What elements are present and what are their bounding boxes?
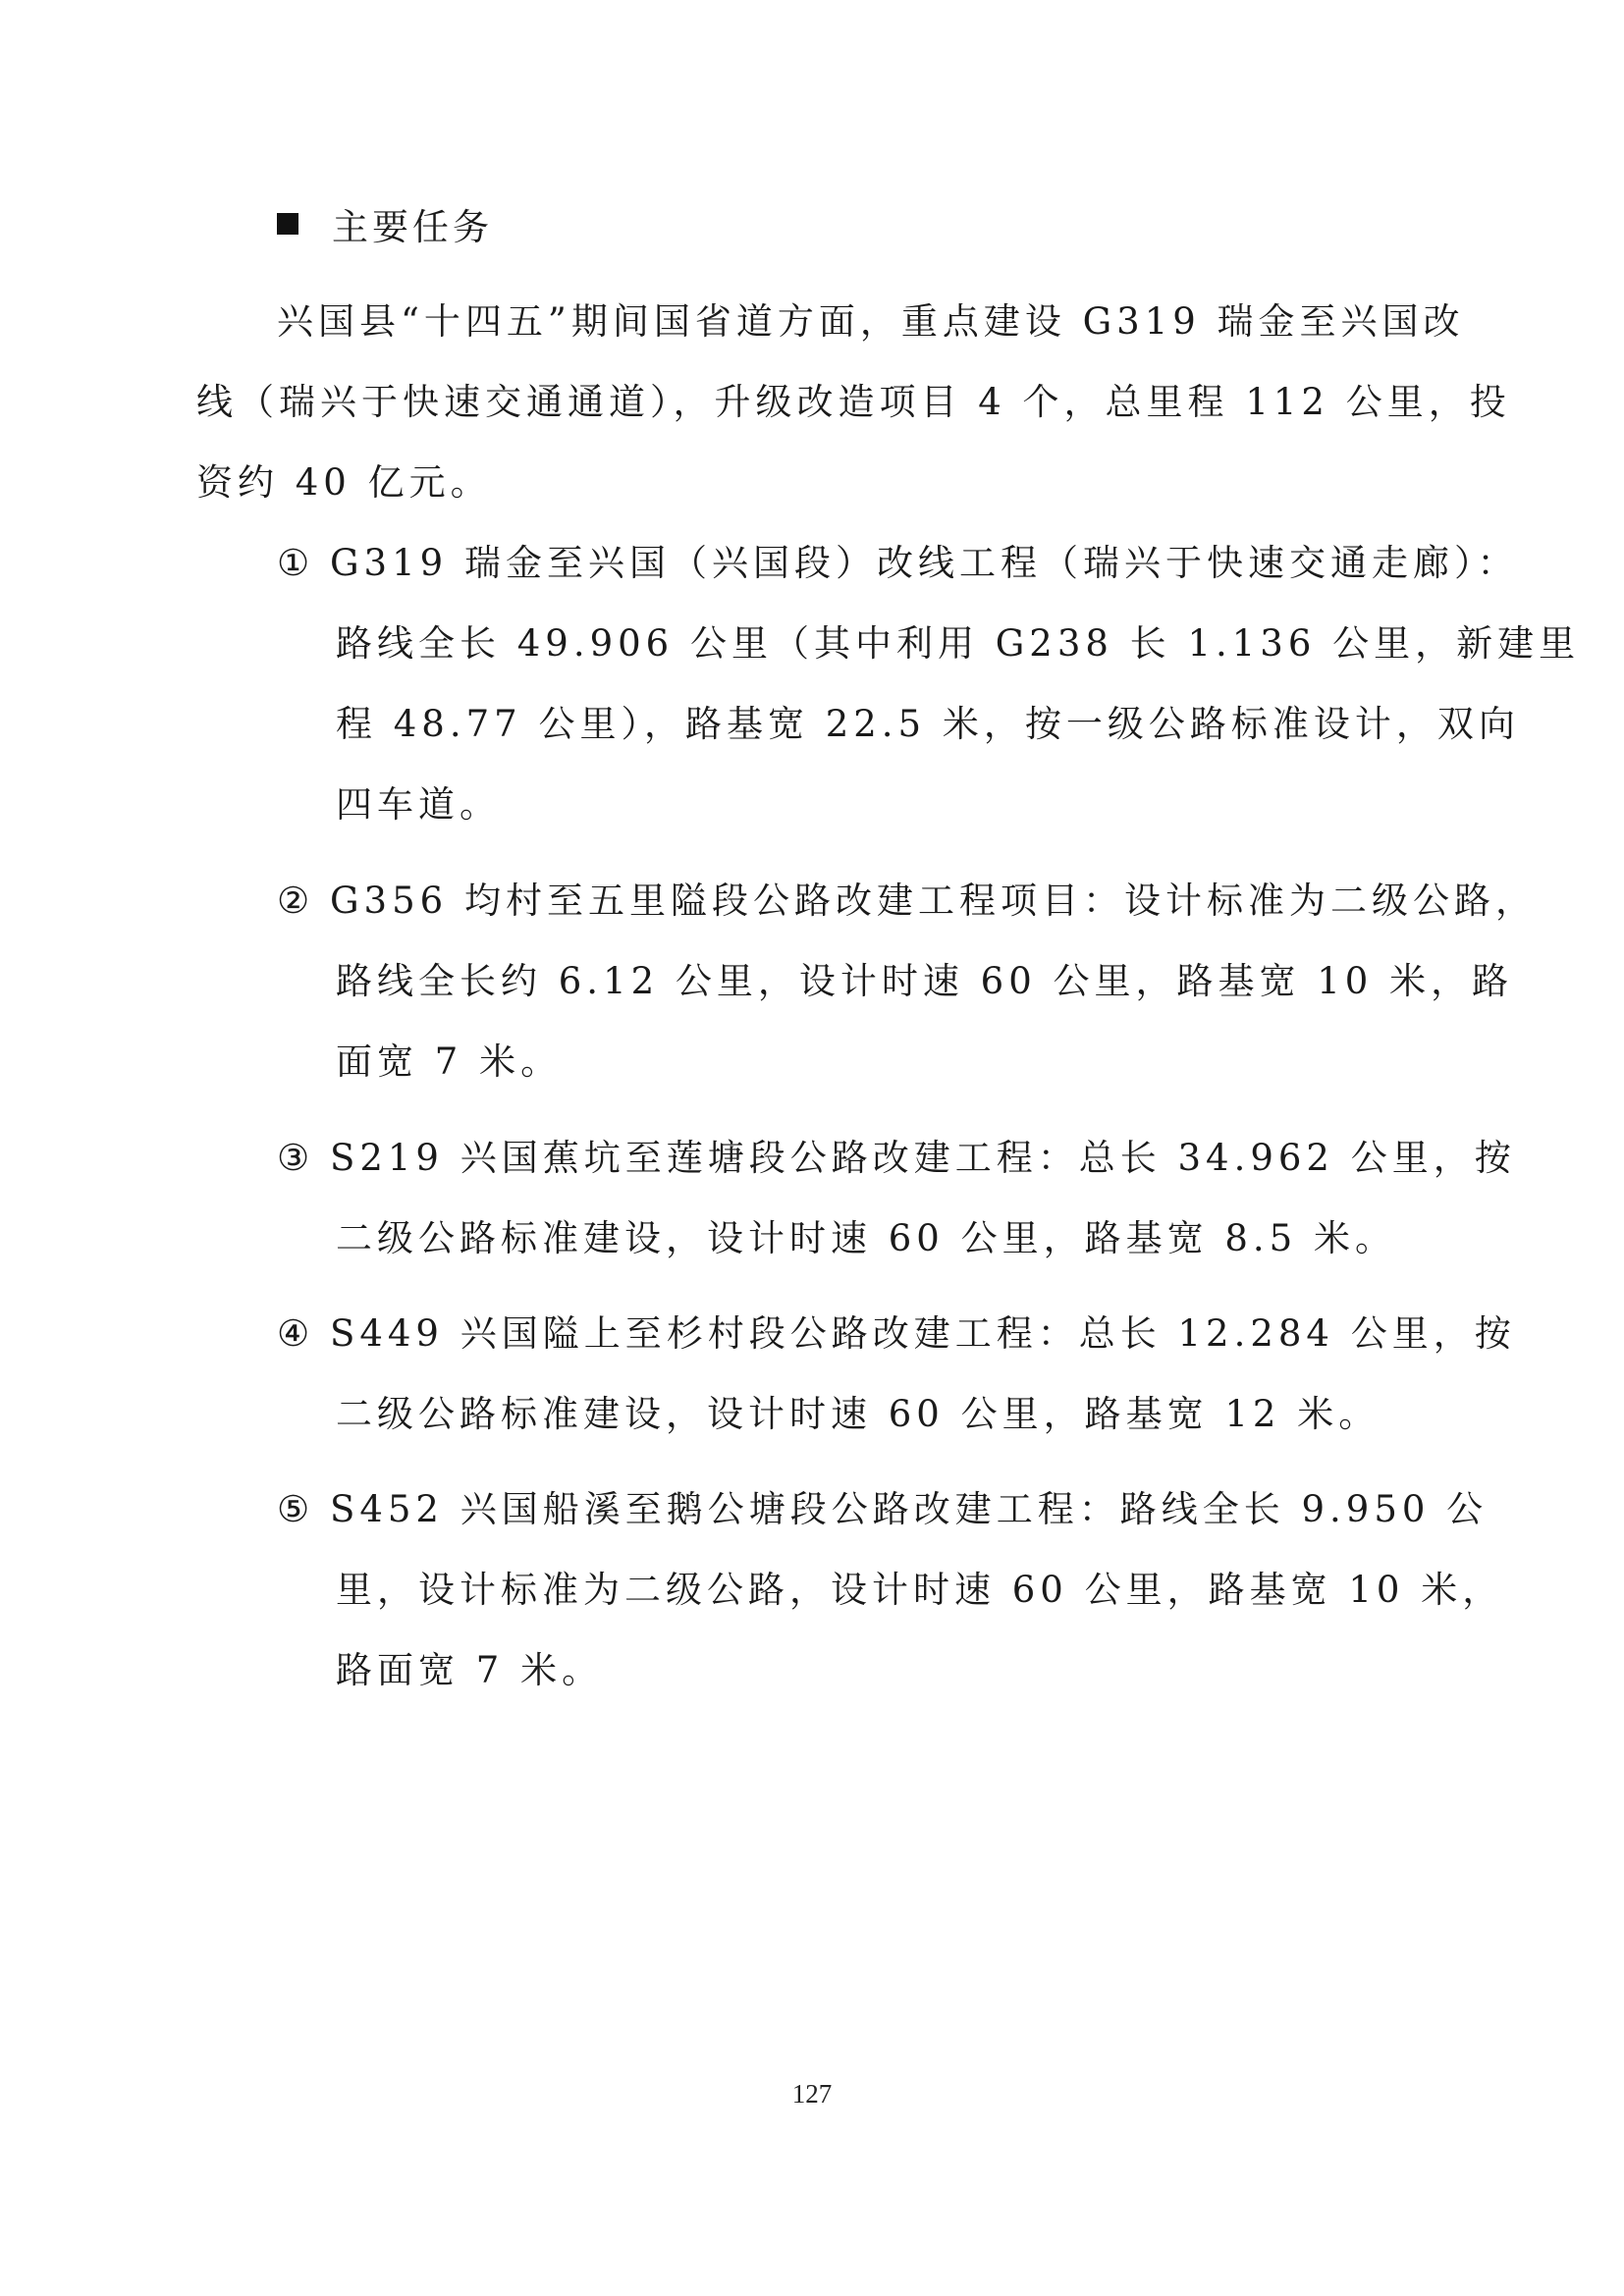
list-item-3 bbox=[277, 1118, 1516, 1279]
intro-paragraph bbox=[196, 282, 1511, 523]
item-line: 路线全长 49.906 公里（其中利用 G238 长 1.136 公里，新建里 bbox=[336, 622, 1581, 665]
section-heading bbox=[277, 194, 493, 253]
item-marker: ④ bbox=[277, 1312, 315, 1355]
item-line: S219 兴国蕉坑至莲塘段公路改建工程：总长 34.962 公里，按 bbox=[330, 1137, 1516, 1179]
list-item-5 bbox=[277, 1469, 1504, 1711]
item-line: G319 瑞金至兴国（兴国段）改线工程（瑞兴于快速交通走廊）： bbox=[330, 542, 1519, 584]
item-marker: ① bbox=[277, 542, 315, 584]
section-heading-text: 主要任务 bbox=[332, 206, 493, 248]
item-line: 程 48.77 公里），路基宽 22.5 米，按一级公路标准设计，双向 bbox=[336, 703, 1520, 745]
square-bullet-icon bbox=[277, 213, 298, 235]
intro-line: 资约 40 亿元。 bbox=[196, 461, 492, 504]
item-line: 路面宽 7 米。 bbox=[336, 1649, 604, 1691]
item-line: 面宽 7 米。 bbox=[336, 1041, 563, 1083]
list-item-2 bbox=[277, 861, 1537, 1102]
intro-line: 兴国县“十四五”期间国省道方面，重点建设 G319 瑞金至兴国改 bbox=[277, 300, 1465, 343]
item-marker: ⑤ bbox=[277, 1488, 315, 1530]
item-line: S449 兴国隘上至杉村段公路改建工程：总长 12.284 公里，按 bbox=[330, 1312, 1516, 1355]
item-line: S452 兴国船溪至鹅公塘段公路改建工程：路线全长 9.950 公 bbox=[330, 1488, 1489, 1530]
item-line: 二级公路标准建设，设计时速 60 公里，路基宽 8.5 米。 bbox=[336, 1217, 1396, 1259]
item-line: 四车道。 bbox=[336, 783, 501, 826]
item-line: 二级公路标准建设，设计时速 60 公里，路基宽 12 米。 bbox=[336, 1393, 1380, 1435]
list-item-4 bbox=[277, 1294, 1516, 1455]
item-line: 里，设计标准为二级公路，设计时速 60 公里，路基宽 10 米， bbox=[336, 1569, 1504, 1611]
item-line: 路线全长约 6.12 公里，设计时速 60 公里，路基宽 10 米，路 bbox=[336, 960, 1514, 1002]
intro-line: 线（瑞兴于快速交通通道），升级改造项目 4 个，总里程 112 公里，投 bbox=[196, 381, 1511, 423]
item-line: G356 均村至五里隘段公路改建工程项目：设计标准为二级公路， bbox=[330, 880, 1537, 922]
item-marker: ③ bbox=[277, 1137, 315, 1179]
item-marker: ② bbox=[277, 880, 315, 922]
page-number: 127 bbox=[791, 2079, 833, 2109]
list-item-1 bbox=[277, 523, 1581, 845]
